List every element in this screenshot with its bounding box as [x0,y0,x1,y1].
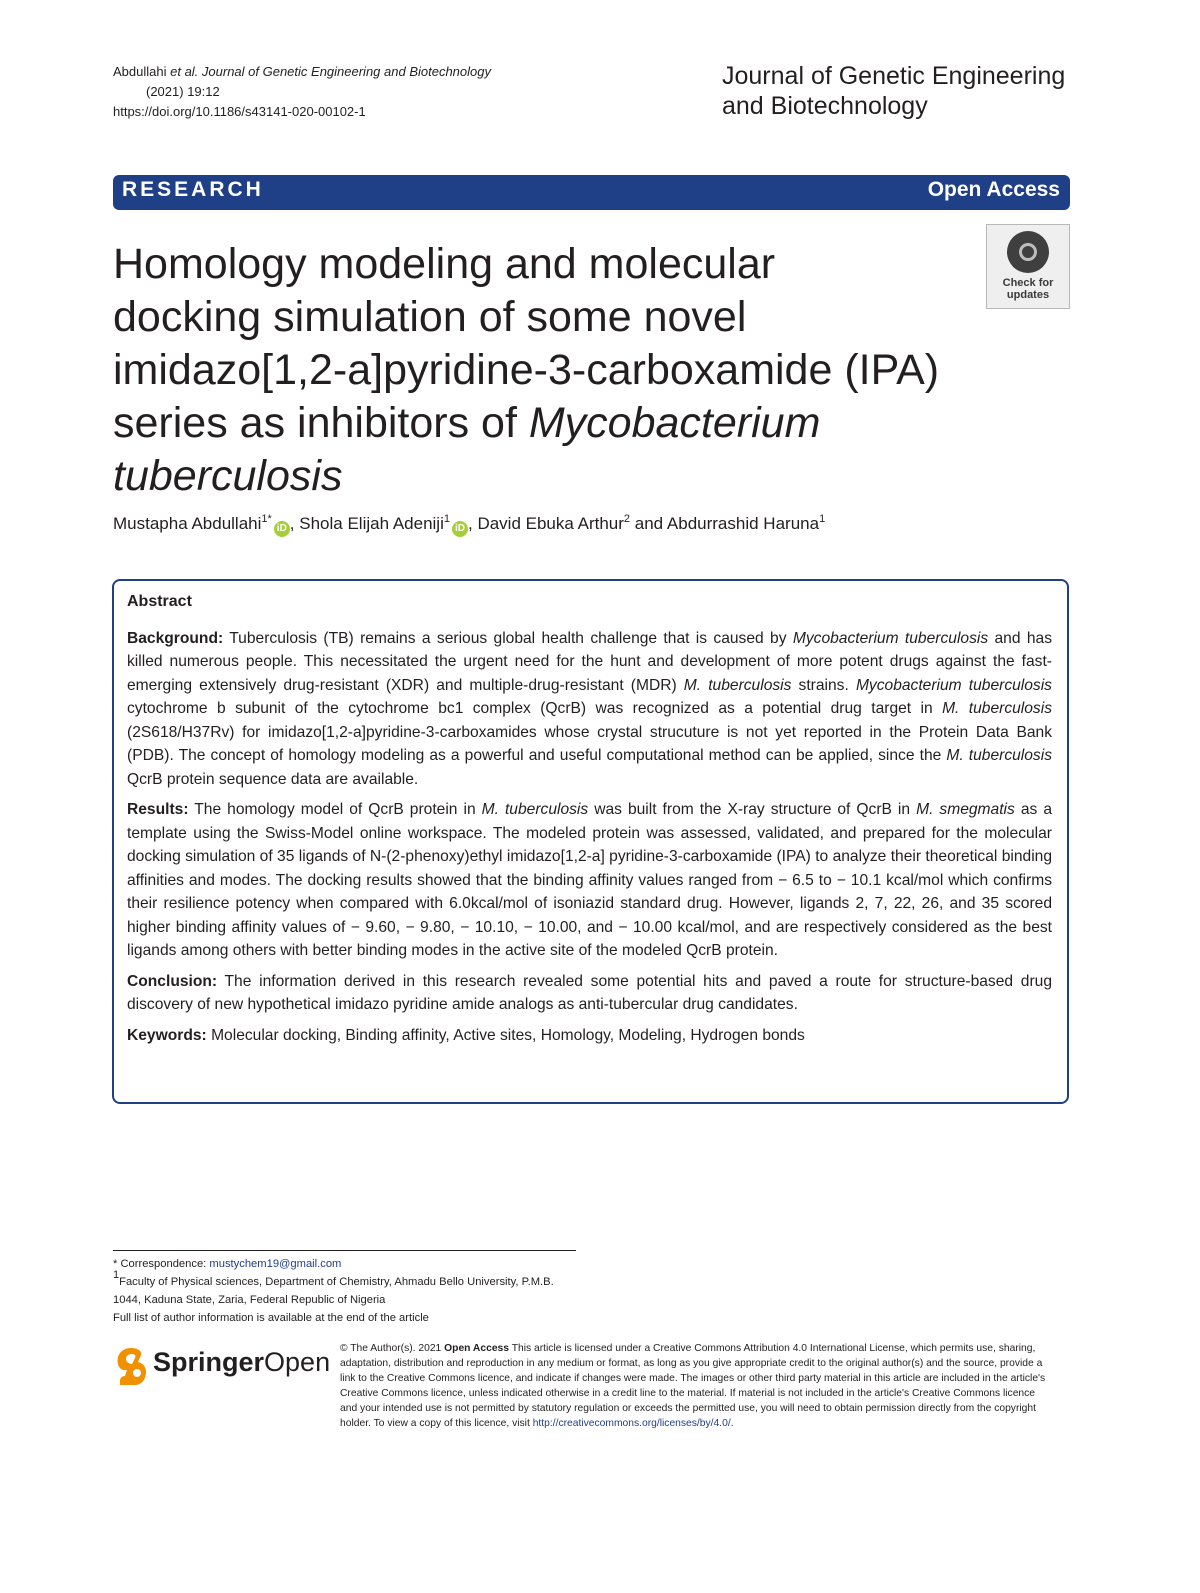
results-text: was built from the X-ray structure of QcrB in [588,801,917,818]
affiliation-line [113,1269,583,1309]
crossmark-label-line-2: updates [1006,289,1050,301]
conclusion-label: Conclusion: [127,972,218,990]
background-text: Tuberculosis (TB) remains a serious global health challenge that is caused by [223,629,793,647]
author-name[interactable]: Mustapha Abdullahi [113,514,262,533]
species-name: M. tuberculosis [481,801,589,818]
species-name: M. tuberculosis [683,676,792,694]
open-access-label: Open Access [927,178,1060,201]
citation-year-volume: (2021) 19:12 [146,84,220,99]
journal-name [722,61,1082,121]
author-separator: , [289,514,300,533]
background-text: strains. [791,676,856,694]
crossmark-label-line-1: Check for [1002,277,1054,289]
results-text: as a template using the Swiss-Model online workspace. The modeled protein was assessed, validated, and prepared for the molecular docking simulation of 35 ligands of N-(2-phenoxy)ethyl imidazo[1,2-a] pyridine-3-carboxamide (IPA) to analyze their theoretical binding affinities and modes. The docking results showed that the binding affinity values ranged from − 6.5 to − 10.1 kcal/mol which confirms their resilience potency when compared with 6.0kcal/mol of isoniazid standard drug. However, ligands 2, 7, 22, 26, and 35 scored higher binding affinity values of − 9.60, − 9.80, − 10.10, − 10.00, and − 10.00 kcal/mol, and are respectively considered as the best ligands among others with better binding modes in the active site of the modeled QcrB protein. [127,801,1052,959]
correspondence-line [113,1255,583,1273]
copyright-prefix: © The Author(s). 2021 [340,1343,445,1354]
journal-name-line-2: and Biotechnology [722,92,928,120]
license-suffix: . [730,1418,734,1429]
citation-journal: et al. Journal of Genetic Engineering and Biotechnology [170,64,491,79]
author-list [113,511,1073,537]
footnote-divider [113,1250,576,1251]
background-text: and has killed numerous people. This necessitated the urgent need for the hunt and development of more potent drugs against the fast-emerging extensively drug-resistant (XDR) and multiple-drug-resistant (MDR) [127,629,1052,694]
species-name: M. smegmatis [916,801,1015,818]
license-statement [340,1341,1046,1431]
keywords-label: Keywords: [127,1026,207,1044]
springer-open-wordmark [153,1347,330,1378]
abstract-results [127,798,1052,963]
species-name: Mycobacterium tuberculosis [855,676,1052,694]
correspondence-label: * Correspondence: [113,1258,210,1270]
conclusion-text: The information derived in this research revealed some potential hits and paved a route for structure-based drug discovery of new hypothetical imidazo pyridine amide analogs as anti-tubercular drug candidates. [127,972,1052,1013]
background-text: QcrB protein sequence data are available. [127,770,419,788]
author-affiliation-sup: 1* [261,513,272,525]
crossmark-icon [1007,231,1049,273]
license-body: This article is licensed under a Creative Commons Attribution 4.0 International License, which permits use, sharing, adaptation, distribution and reproduction in any medium or format, as long as you give appropriate credit to the original author(s) and the source, provide a link to the Creative Commons licence, and indicate if changes were made. The images or other third party material in this article are included in the article's Creative Commons licence, unless indicated otherwise in a credit line to the material. If material is not included in the article's Creative Commons licence and your intended use is not permitted by statutory regulation or exceeds the permitted use, you will need to obtain permission directly from the copyright holder. To view a copy of this licence, visit [340,1343,1046,1429]
author-name[interactable]: David Ebuka Arthur [477,514,624,533]
title-line-5-italic: tuberculosis [113,452,343,500]
license-url-link[interactable]: http://creativecommons.org/licenses/by/4.0/ [532,1418,731,1429]
abstract-conclusion [127,970,1052,1017]
species-name: M. tuberculosis [942,700,1052,717]
author-separator: and [630,514,667,533]
crossmark-ring [1019,243,1037,261]
citation-line-1 [113,62,553,82]
title-line-1: Homology modeling and molecular [113,240,776,288]
species-name: M. tuberculosis [946,747,1052,764]
author-name[interactable]: Abdurrashid Haruna [666,514,820,533]
full-author-info-note: Full list of author information is available at the end of the article [113,1312,429,1324]
footnotes [113,1255,583,1327]
open-word: Open [264,1347,331,1377]
background-text: (2S618/H37Rv) for imidazo[1,2-a]pyridine-3-carboxamides whose crystal strucuture is not yet reported in the Protein Data Bank (PDB). The concept of homology modeling as a powerful and useful computational method can be applied, since the [127,723,1052,764]
affiliation-text: Faculty of Physical sciences, Department of Chemistry, Ahmadu Bello University, P.M.B. 1044, Kaduna State, Zaria, Federal Republic of Nigeria [113,1276,554,1306]
abstract-heading: Abstract [127,593,192,610]
open-access-term: Open Access [444,1343,510,1354]
species-name: Mycobacterium tuberculosis [792,629,989,647]
title-line-4: series as inhibitors of [113,399,529,447]
title-line-3: imidazo[1,2-a]pyridine-3-carboxamide (IPA) [113,346,940,394]
author-affiliation-sup: 2 [623,513,631,525]
journal-name-line-1: Journal of Genetic Engineering [722,62,1066,90]
citation-authors: Abdullahi [113,64,171,79]
abstract-background [127,627,1052,792]
results-text: The homology model of QcrB protein in [188,801,482,818]
abstract-box [112,579,1069,1104]
citation-doi-link[interactable]: https://doi.org/10.1186/s43141-020-00102-1 [113,104,366,119]
author-separator: , [467,514,478,533]
author-affiliation-sup: 1 [819,513,826,525]
author-name[interactable]: Shola Elijah Adeniji [299,514,444,533]
article-title [113,238,953,503]
springer-word: Springer [153,1347,265,1377]
keywords-text: Molecular docking, Binding affinity, Active sites, Homology, Modeling, Hydrogen bonds [206,1026,805,1044]
abstract-content [127,590,1052,1054]
orcid-icon[interactable]: iD [274,521,290,537]
background-text: cytochrome b subunit of the cytochrome bc1 complex (QcrB) was recognized as a potential drug target in [127,700,943,717]
springer-open-logo [113,1343,333,1389]
title-line-2: docking simulation of some novel [113,293,747,341]
affiliation-sup: 1 [113,1269,120,1281]
results-label: Results: [127,801,189,818]
check-for-updates-badge[interactable] [986,224,1070,309]
article-citation [113,62,553,122]
abstract-keywords [127,1024,1052,1048]
article-type-banner [113,175,1070,210]
orcid-icon[interactable]: iD [452,521,468,537]
background-label: Background: [127,629,224,647]
springer-horse-icon [113,1345,149,1387]
author-affiliation-sup: 1 [443,513,450,525]
title-line-4-italic: Mycobacterium [528,399,821,447]
crossmark-label [987,277,1069,301]
article-type-label: RESEARCH [122,178,264,201]
correspondence-email-link[interactable]: mustychem19@gmail.com [209,1258,342,1270]
